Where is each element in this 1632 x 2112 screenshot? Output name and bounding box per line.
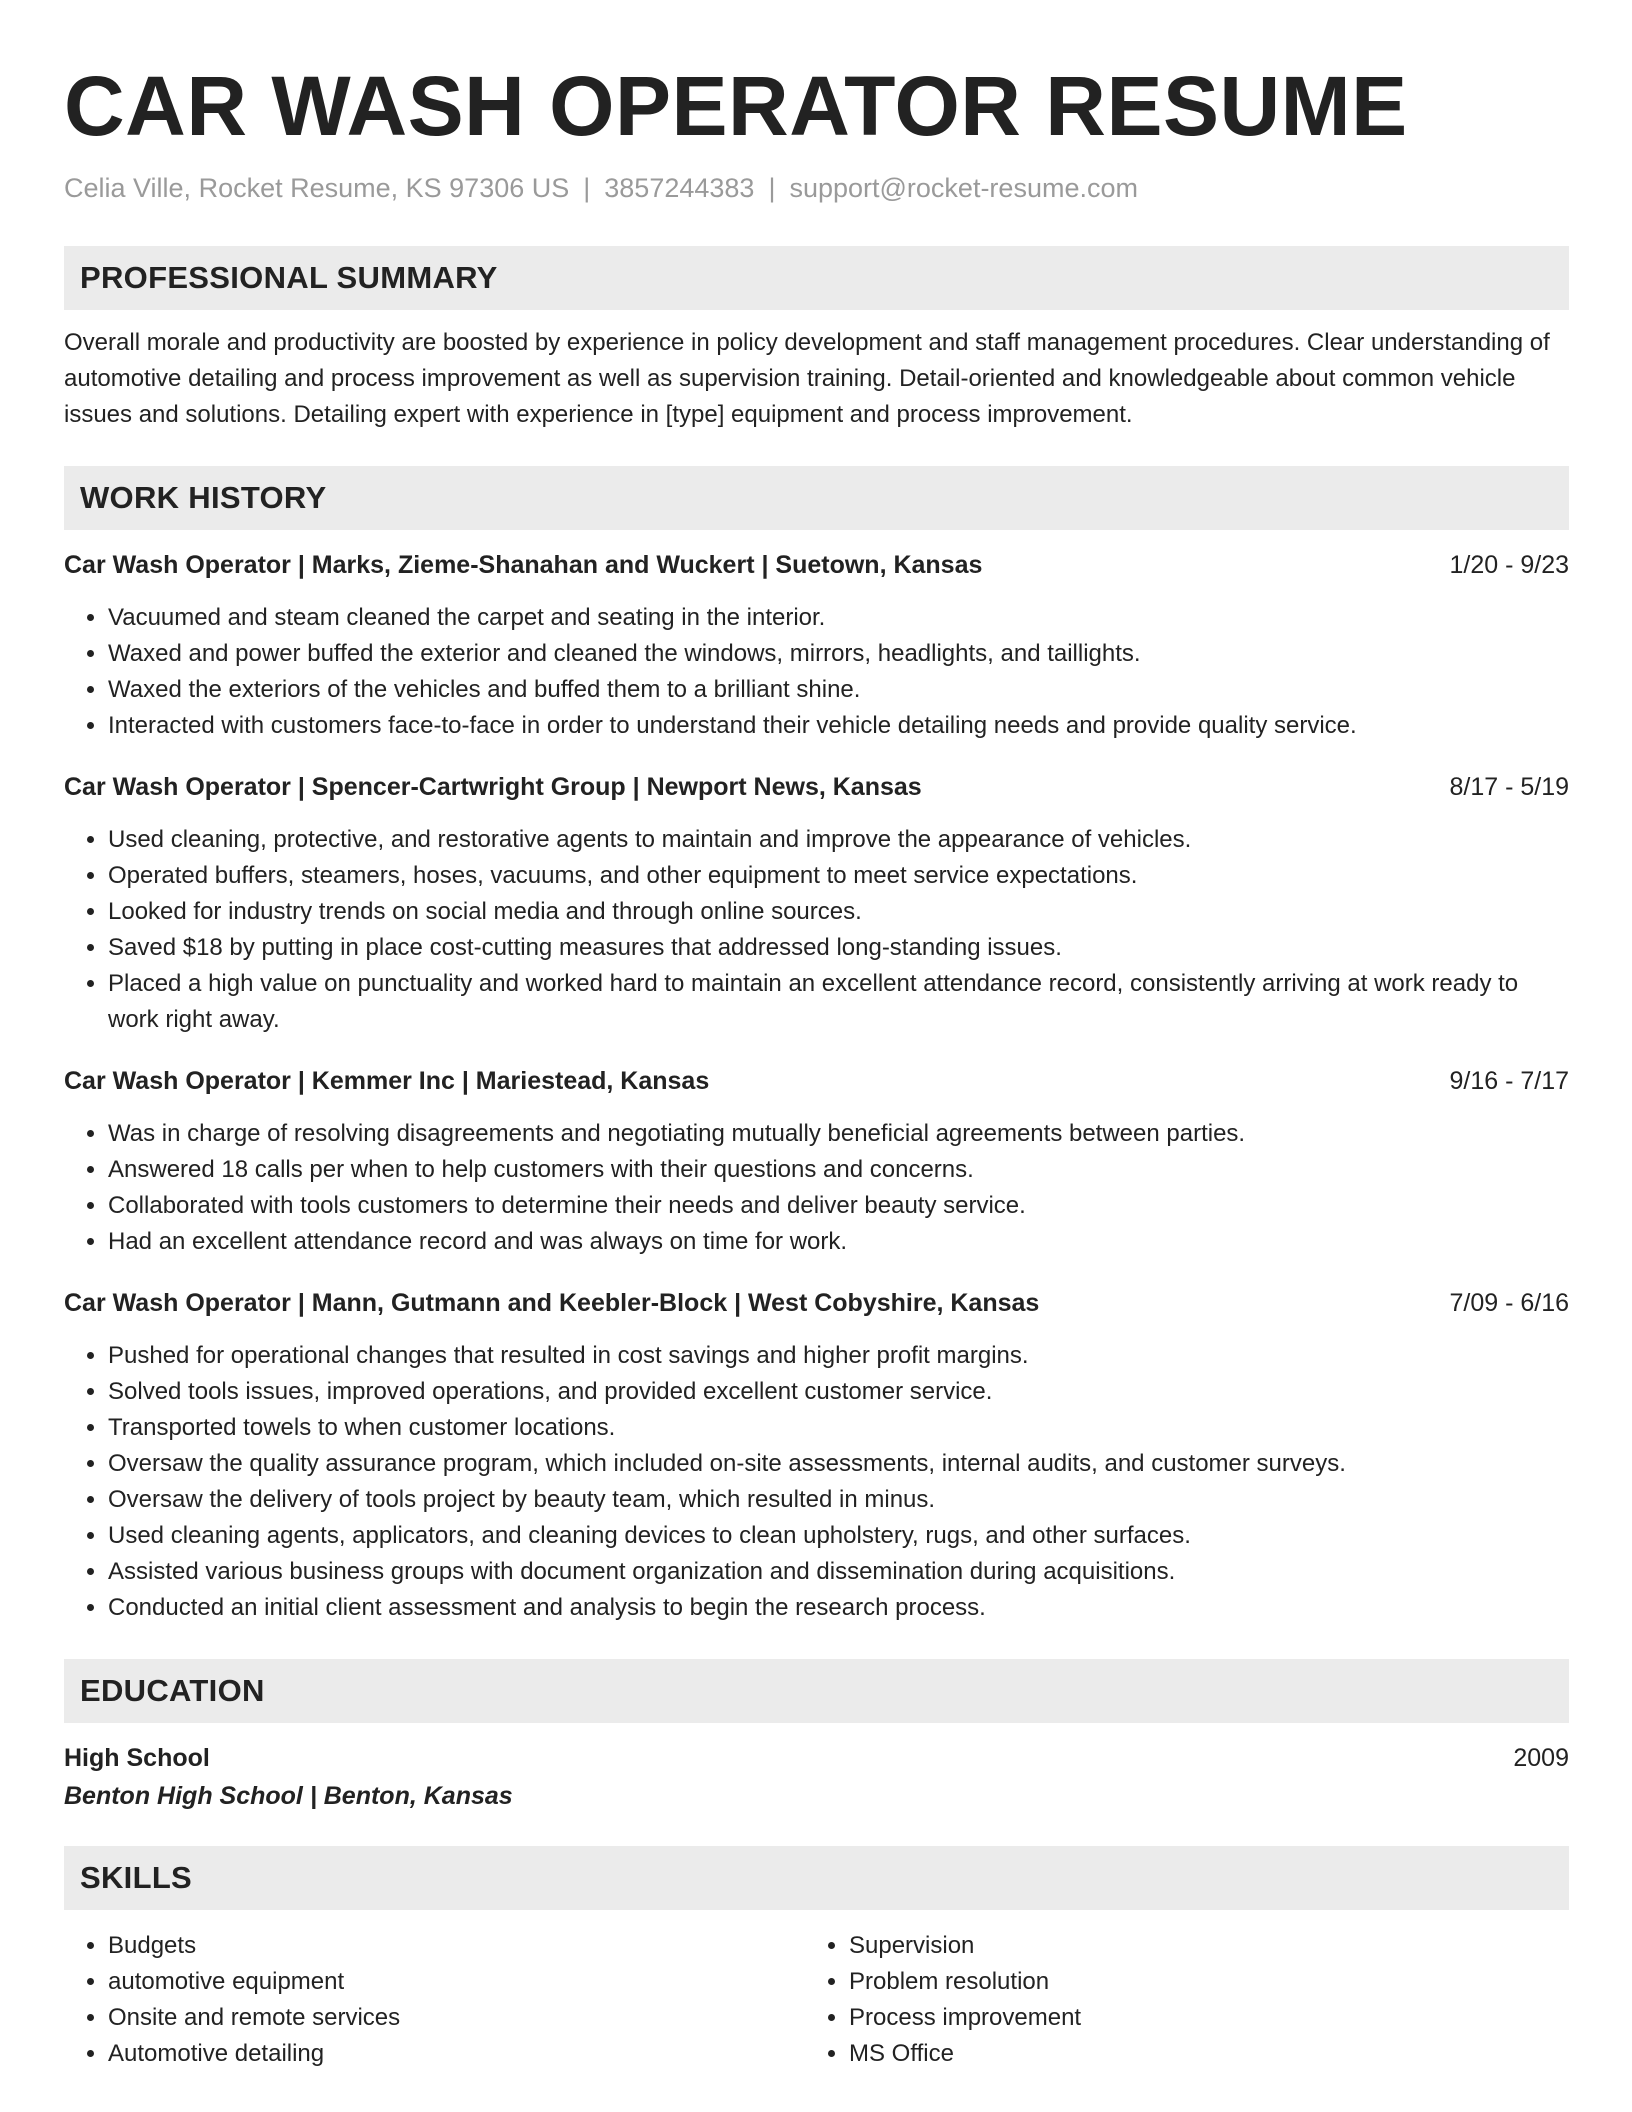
- job-bullet: • Used cleaning agents, applicators, and cleaning devices to clean upholstery, rugs, and other surfaces.: [108, 1518, 1569, 1554]
- job-entry: [64, 1286, 1569, 1626]
- job-bullet: • Solved tools issues, improved operations, and provided excellent customer service.: [108, 1374, 1569, 1410]
- job-dates: 7/09 - 6/16: [1449, 1289, 1569, 1317]
- job-header: [64, 548, 1569, 582]
- page-title: CAR WASH OPERATOR RESUME: [64, 59, 1408, 153]
- job-title: Car Wash Operator | Kemmer Inc | Mariestead, Kansas: [64, 1067, 710, 1095]
- job-entry: [64, 548, 1569, 744]
- job-bullet: • Used cleaning, protective, and restorative agents to maintain and improve the appearance of vehicles.: [108, 822, 1569, 858]
- job-bullet: • Placed a high value on punctuality and worked hard to maintain an excellent attendance record, consistently arriving at work ready to work right away.: [108, 966, 1569, 1038]
- job-bullet: • Waxed the exteriors of the vehicles and buffed them to a brilliant shine.: [108, 672, 1569, 708]
- job-header: [64, 1064, 1569, 1098]
- job-bullet: • Transported towels to when customer locations.: [108, 1410, 1569, 1446]
- contact-email: support@rocket-resume.com: [789, 173, 1138, 203]
- education-school: Benton High School | Benton, Kansas: [64, 1782, 513, 1810]
- skill-item: • MS Office: [849, 2036, 1569, 2072]
- contact-phone: 3857244383: [604, 173, 755, 203]
- job-entry: [64, 770, 1569, 1038]
- skill-item: • Automotive detailing: [108, 2036, 805, 2072]
- job-header: [64, 1286, 1569, 1320]
- job-bullet: • Answered 18 calls per when to help customers with their questions and concerns.: [108, 1152, 1569, 1188]
- job-entry: [64, 1064, 1569, 1260]
- skills-section: [64, 1846, 1569, 2072]
- job-dates: 8/17 - 5/19: [1449, 773, 1569, 801]
- job-bullet: • Oversaw the delivery of tools project by beauty team, which resulted in minus.: [108, 1482, 1569, 1518]
- job-bullet: • Vacuumed and steam cleaned the carpet and seating in the interior.: [108, 600, 1569, 636]
- job-bullet: • Was in charge of resolving disagreements and negotiating mutually beneficial agreements between parties.: [108, 1116, 1569, 1152]
- skill-item: • Supervision: [849, 1928, 1569, 1964]
- job-title: Car Wash Operator | Spencer-Cartwright Group | Newport News, Kansas: [64, 773, 922, 801]
- job-bullet: • Assisted various business groups with document organization and dissemination during acquisitions.: [108, 1554, 1569, 1590]
- job-header: [64, 770, 1569, 804]
- contact-separator: |: [583, 173, 591, 203]
- skill-item: • Budgets: [108, 1928, 805, 1964]
- job-bullets: [64, 600, 1569, 744]
- skills-grid: [64, 1928, 1569, 2072]
- job-bullet: • Pushed for operational changes that resulted in cost savings and higher profit margins.: [108, 1338, 1569, 1374]
- education-heading: EDUCATION: [64, 1659, 1569, 1723]
- education-section: [64, 1659, 1569, 1813]
- job-bullet: • Had an excellent attendance record and was always on time for work.: [108, 1224, 1569, 1260]
- summary-text: Overall morale and productivity are boosted by experience in policy development and staff management procedures. Clear understanding of automotive detailing and process improvement as well as supervision training. Detail-oriented and knowledgeable about common vehicle issues and solutions. Detailing expert with experience in [type] equipment and process improvement.: [64, 329, 1550, 428]
- job-bullets: [64, 1116, 1569, 1260]
- summary-section: [64, 246, 1569, 433]
- contact-line: [64, 170, 1569, 206]
- contact-address: Celia Ville, Rocket Resume, KS 97306 US: [64, 173, 570, 203]
- skills-column-left: [64, 1928, 805, 2072]
- education-degree: High School: [64, 1744, 210, 1772]
- job-title: Car Wash Operator | Marks, Zieme-Shanahan and Wuckert | Suetown, Kansas: [64, 551, 983, 579]
- job-bullets: [64, 1338, 1569, 1626]
- skill-item: • Process improvement: [849, 2000, 1569, 2036]
- summary-heading: PROFESSIONAL SUMMARY: [64, 246, 1569, 310]
- skill-item: • automotive equipment: [108, 1964, 805, 2000]
- education-entry: [64, 1741, 1569, 1775]
- job-dates: 1/20 - 9/23: [1449, 551, 1569, 579]
- education-year: 2009: [1513, 1744, 1569, 1772]
- job-bullet: • Waxed and power buffed the exterior and cleaned the windows, mirrors, headlights, and taillights.: [108, 636, 1569, 672]
- job-bullet: • Oversaw the quality assurance program, which included on-site assessments, internal audits, and customer surveys.: [108, 1446, 1569, 1482]
- job-bullet: • Collaborated with tools customers to determine their needs and deliver beauty service.: [108, 1188, 1569, 1224]
- work-history-section: [64, 466, 1569, 1626]
- job-bullet: • Interacted with customers face-to-face in order to understand their vehicle detailing needs and provide quality service.: [108, 708, 1569, 744]
- job-bullet: • Looked for industry trends on social media and through online sources.: [108, 894, 1569, 930]
- job-bullet: • Saved $18 by putting in place cost-cutting measures that addressed long-standing issues.: [108, 930, 1569, 966]
- work-history-heading: WORK HISTORY: [64, 466, 1569, 530]
- skill-item: • Onsite and remote services: [108, 2000, 805, 2036]
- skill-item: • Problem resolution: [849, 1964, 1569, 2000]
- job-bullet: • Conducted an initial client assessment and analysis to begin the research process.: [108, 1590, 1569, 1626]
- job-bullets: [64, 822, 1569, 1038]
- skills-column-right: [805, 1928, 1569, 2072]
- skills-heading: SKILLS: [64, 1846, 1569, 1910]
- contact-separator: |: [768, 173, 776, 203]
- job-title: Car Wash Operator | Mann, Gutmann and Keebler-Block | West Cobyshire, Kansas: [64, 1289, 1040, 1317]
- job-bullet: • Operated buffers, steamers, hoses, vacuums, and other equipment to meet service expectations.: [108, 858, 1569, 894]
- job-dates: 9/16 - 7/17: [1449, 1067, 1569, 1095]
